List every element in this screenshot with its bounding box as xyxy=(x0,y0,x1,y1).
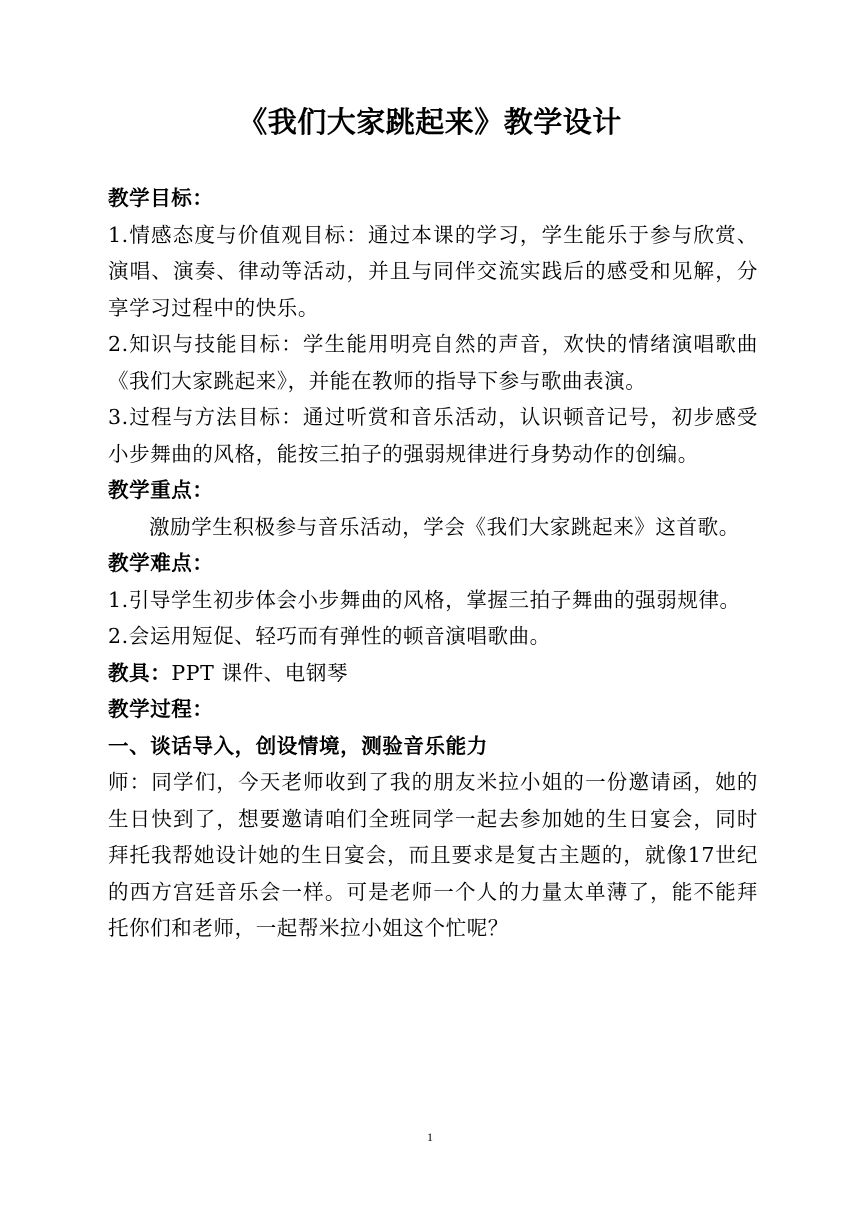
tools-text: PPT 课件、电钢琴 xyxy=(171,660,349,685)
page-number: 1 xyxy=(427,1130,433,1144)
document-body xyxy=(108,180,758,947)
key-points-text: 激励学生积极参与音乐活动，学会《我们大家跳起来》这首歌。 xyxy=(149,514,740,539)
difficulty-1: 1.引导学生初步体会小步舞曲的风格，掌握三拍子舞曲的强弱规律。 xyxy=(108,587,741,612)
document-title: 《我们大家跳起来》教学设计 xyxy=(238,105,622,139)
objective-3: 3.过程与方法目标：通过听赏和音乐活动，认识顿音记号，初步感受小步舞曲的风格，能按三拍子的强弱规律进行身势动作的创编。 xyxy=(108,405,758,466)
objective-2: 2.知识与技能目标：学生能用明亮自然的声音，欢快的情绪演唱歌曲《我们大家跳起来》，并能在教师的指导下参与歌曲表演。 xyxy=(108,332,758,393)
tools-label: 教具： xyxy=(108,660,172,685)
tools-line xyxy=(108,655,758,692)
section-1-heading: 一、谈话导入，创设情境，测验音乐能力 xyxy=(108,733,488,758)
process-heading: 教学过程： xyxy=(108,697,214,721)
section-1-text: 师：同学们，今天老师收到了我的朋友米拉小姐的一份邀请函，她的生日快到了，想要邀请咱们全班同学一起去参加她的生日宴会，同时拜托我帮她设计她的生日宴会，而且要求是复古主题的，就像17世纪的西方宫廷音乐会一样。可是老师一个人的力量太单薄了，能不能拜托你们和老师，一起帮米拉小姐这个忙呢？ xyxy=(108,770,758,940)
key-points-heading: 教学重点： xyxy=(108,478,214,502)
objective-1: 1.情感态度与价值观目标：通过本课的学习，学生能乐于参与欣赏、演唱、演奏、律动等活动，并且与同伴交流实践后的感受和见解，分享学习过程中的快乐。 xyxy=(108,222,758,320)
objectives-heading: 教学目标： xyxy=(108,186,214,210)
difficulties-heading: 教学难点： xyxy=(108,551,214,575)
difficulty-2: 2.会运用短促、轻巧而有弹性的顿音演唱歌曲。 xyxy=(108,624,551,648)
